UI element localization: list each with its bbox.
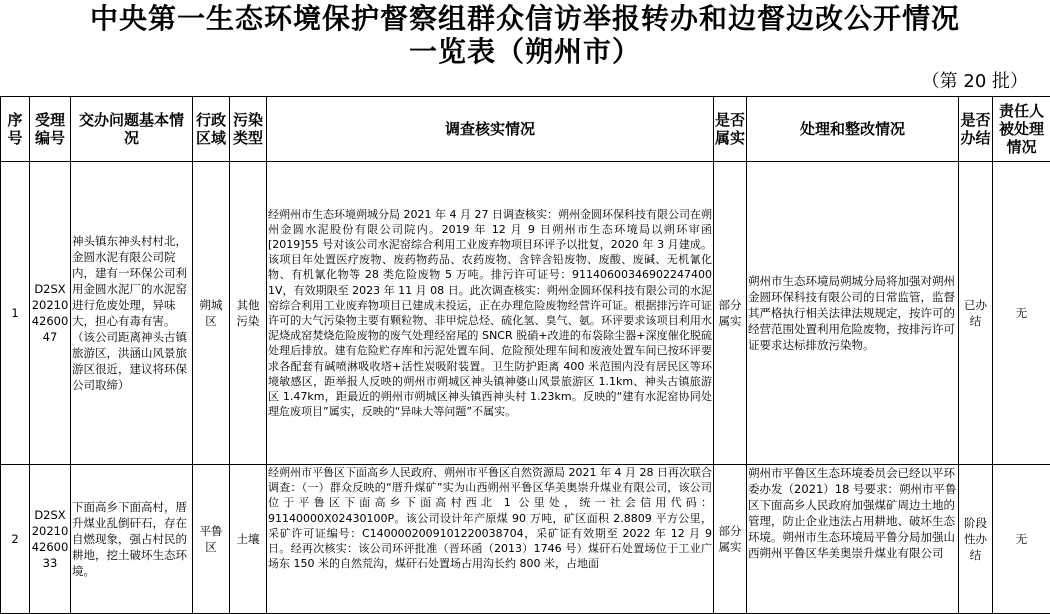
header-verified: 是否属实 <box>714 97 747 162</box>
header-id: 受理编号 <box>30 97 71 162</box>
cell-seq: 1 <box>1 162 30 465</box>
cell-seq: 2 <box>1 465 30 614</box>
cell-region: 朔城区 <box>193 162 230 465</box>
cell-completed: 已办结 <box>959 162 993 465</box>
header-handling: 处理和整改情况 <box>747 97 959 162</box>
header-investigation: 调查核实情况 <box>267 97 714 162</box>
cell-handling: 朔州市生态环境局朔城分局将加强对朔州金圆环保科技有限公司的日常监管，监督其严格执行相关法律法规规定，按许可的经营范围处置利用危险废物，按排污许可证要求达标排放污染物。 <box>747 162 959 465</box>
page-title-line1: 中央第一生态环境保护督察组群众信访举报转办和边督边改公开情况 <box>0 3 1050 35</box>
header-region: 行政区域 <box>193 97 230 162</box>
cell-issue: 神头镇东神头村村北，金圆水泥有限公司院内，建有一环保公司利用金圆水泥厂的水泥窑进行危废处理，异味大，担心有毒有害。（该公司距离神头古镇旅游区，洪涵山风景旅游区很近，建议将环保公司取缔） <box>71 162 193 465</box>
header-seq: 序号 <box>1 97 30 162</box>
header-accountability: 责任人被处理情况 <box>993 97 1050 162</box>
header-pollution: 污染类型 <box>230 97 267 162</box>
table-row <box>1 465 1050 614</box>
cell-investigation: 经朔州市生态环境朔城分局 2021 年 4 月 27 日调查核实：朔州金圆环保科技有限公司在朔州金圆水泥股份有限公司院内。2019 年 12 月 9 日朔州市生态环境局以朔环审函[2019]55 号对该公司水泥窑综合利用工业废弃物项目环评予以批复，2020 年 3 月建成。该项目年处置医疗废物、废药物药品、农药废物、含锌含铅废物、废酸、废碱、无机氰化物、有机氰化物等 28 类危险废物 5 万吨。排污许可证号：91140600346902247400 1V，有效期限至 2023 年 11 月 08 日。此次调查核实：朔州金圆环保科技有限公司的水泥窑综合利用工业废弃物项目已建成未投运，正在办理危险废物经营许可证。根据排污许可证许可的大气污染物主要有颗粒物、非甲烷总烃、硫化氢、臭气、氨。环评要求该项目利用水泥烧成窑焚烧危险废物的废气处理经窑尾的 SNCR 脱硝+改进的布袋除尘器+深度催化脱硫处理后排放。建有危险贮存库和污泥处置车间、危险预处理车间和废液处置车间已按环评要求各配套有碱喷淋吸收塔+活性炭吸附装置。卫生防护距离 400 米范围内没有居民区等环境敏感区，距举报人反映的朔州市朔城区神头镇神婆山风景旅游区 1.1km、神头古镇旅游区 1.47km，距最近的朔州市朔城区神头镇西神头村 1.23km。反映的“建有水泥窑协同处理危废项目”属实，反映的“异味大等问题”不属实。 <box>267 162 714 465</box>
cell-pollution: 土壤 <box>230 465 267 614</box>
table-row <box>1 162 1050 465</box>
batch-number: （第 20 批） <box>922 70 1028 94</box>
cell-accountability: 无 <box>993 162 1050 465</box>
header-completed: 是否办结 <box>959 97 993 162</box>
cell-id: D2SX202104260033 <box>30 465 71 614</box>
cell-accountability: 无 <box>993 465 1050 614</box>
cell-issue: 下面高乡下面高村，厝升煤业乱倒矸石，存在自燃现象，强占村民的耕地，挖土破坏生态环境。 <box>71 465 193 614</box>
cell-completed: 阶段性办结 <box>959 465 993 614</box>
cell-handling: 朔州市平鲁区生态环境委员会已经以平环委办发（2021）18 号要求：朔州市平鲁区下面高乡人民政府加强煤矿周边土地的管理，防止企业违法占用耕地、破坏生态环境。朔州市生态环境局平鲁分局加强山西朔州平鲁区华美奥崇升煤业有限公司 <box>747 465 959 614</box>
cell-id: D2SX202104260047 <box>30 162 71 465</box>
page-title-line2: 一览表（朔州市） <box>0 36 1050 68</box>
header-issue: 交办问题基本情况 <box>71 97 193 162</box>
cell-investigation: 经朔州市平鲁区下面高乡人民政府、朔州市平鲁区自然资源局 2021 年 4 月 28 日再次联合调查：（一）群众反映的“厝升煤矿”实为山西朔州平鲁区华美奥崇升煤业有限公司，该公司位于平鲁区下面高乡下面高村西北 1 公里处，统一社会信用代码：91140000X02430100P。该公司设计年产原煤 90 万吨，矿区面积 2.8809 平方公里，采矿许可证编号：C1400002009101220038704，采矿证有效期至 2022 年 12 月 9 日。经再次核实：该公司环评批准（晋环函（2013）1746 号）煤矸石处置场位于工业广场东 150 米的自然荒沟，煤矸石处置场占用沟长约 800 米，占地面 <box>267 465 714 614</box>
cell-verified: 部分属实 <box>714 465 747 614</box>
cell-verified: 部分属实 <box>714 162 747 465</box>
cell-region: 平鲁区 <box>193 465 230 614</box>
report-table <box>0 96 1050 614</box>
table-header-row <box>1 97 1050 162</box>
cell-pollution: 其他污染 <box>230 162 267 465</box>
